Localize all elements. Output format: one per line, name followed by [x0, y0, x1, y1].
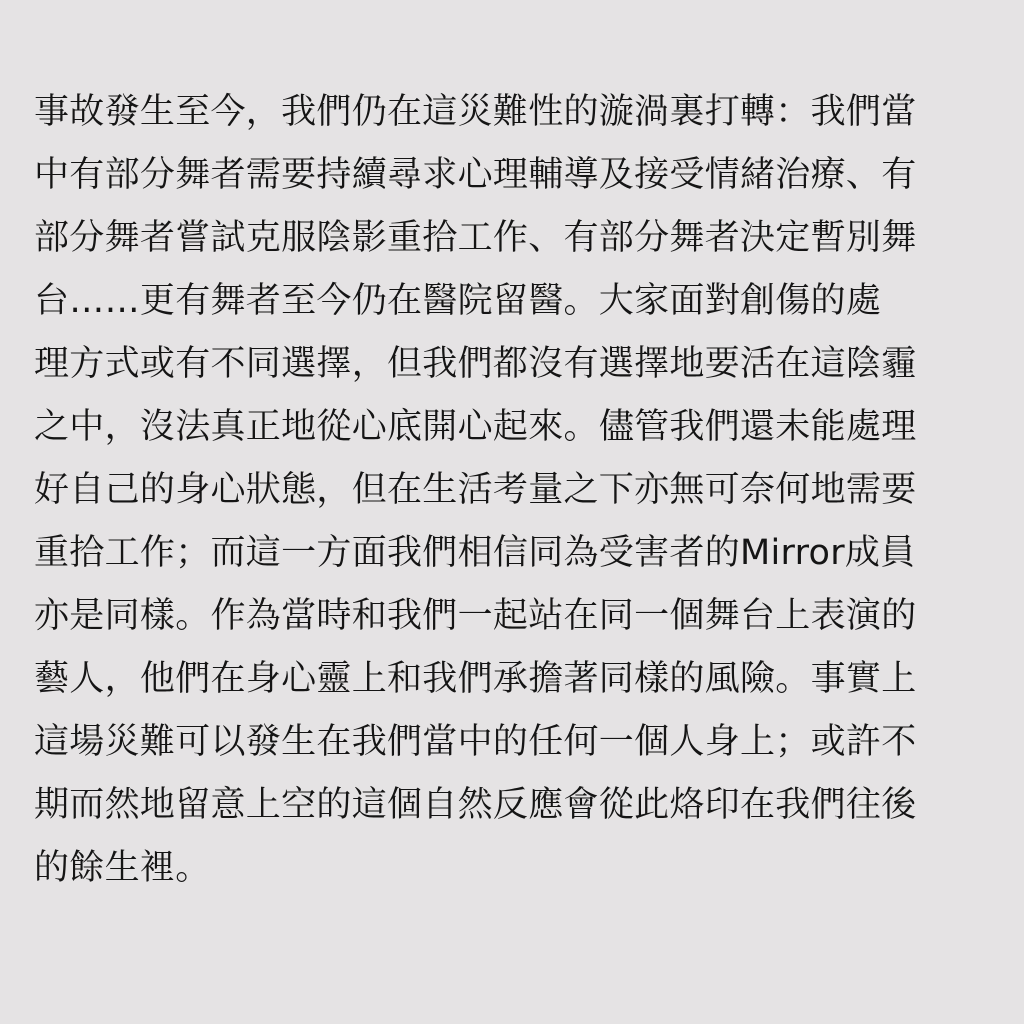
statement-line: 理方式或有不同選擇，但我們都沒有選擇地要活在這陰霾 — [34, 344, 917, 384]
statement-line: 好自己的身心狀態，但在生活考量之下亦無可奈何地需要 — [34, 470, 917, 510]
statement-line: 亦是同樣。作為當時和我們一起站在同一個舞台上表演的 — [34, 596, 917, 636]
statement-line: 重拾工作；而這一方面我們相信同為受害者的Mirror成員 — [34, 533, 916, 573]
statement-line: 部分舞者嘗試克服陰影重拾工作、有部分舞者決定暫別舞 — [34, 218, 917, 258]
statement-line: 藝人，他們在身心靈上和我們承擔著同樣的風險。事實上 — [34, 659, 917, 699]
statement-line: 事故發生至今，我們仍在這災難性的漩渦裏打轉：我們當 — [34, 92, 917, 132]
statement-line: 的餘生裡。 — [34, 848, 211, 888]
statement-line: 期而然地留意上空的這個自然反應會從此烙印在我們往後 — [34, 785, 917, 825]
statement-line: 台……更有舞者至今仍在醫院留醫。大家面對創傷的處 — [34, 281, 882, 321]
statement-line: 這場災難可以發生在我們當中的任何一個人身上；或許不 — [34, 722, 917, 762]
statement-line: 之中，沒法真正地從心底開心起來。儘管我們還未能處理 — [34, 407, 917, 447]
statement-line: 中有部分舞者需要持續尋求心理輔導及接受情緒治療、有 — [34, 155, 917, 195]
statement-text — [34, 81, 994, 900]
